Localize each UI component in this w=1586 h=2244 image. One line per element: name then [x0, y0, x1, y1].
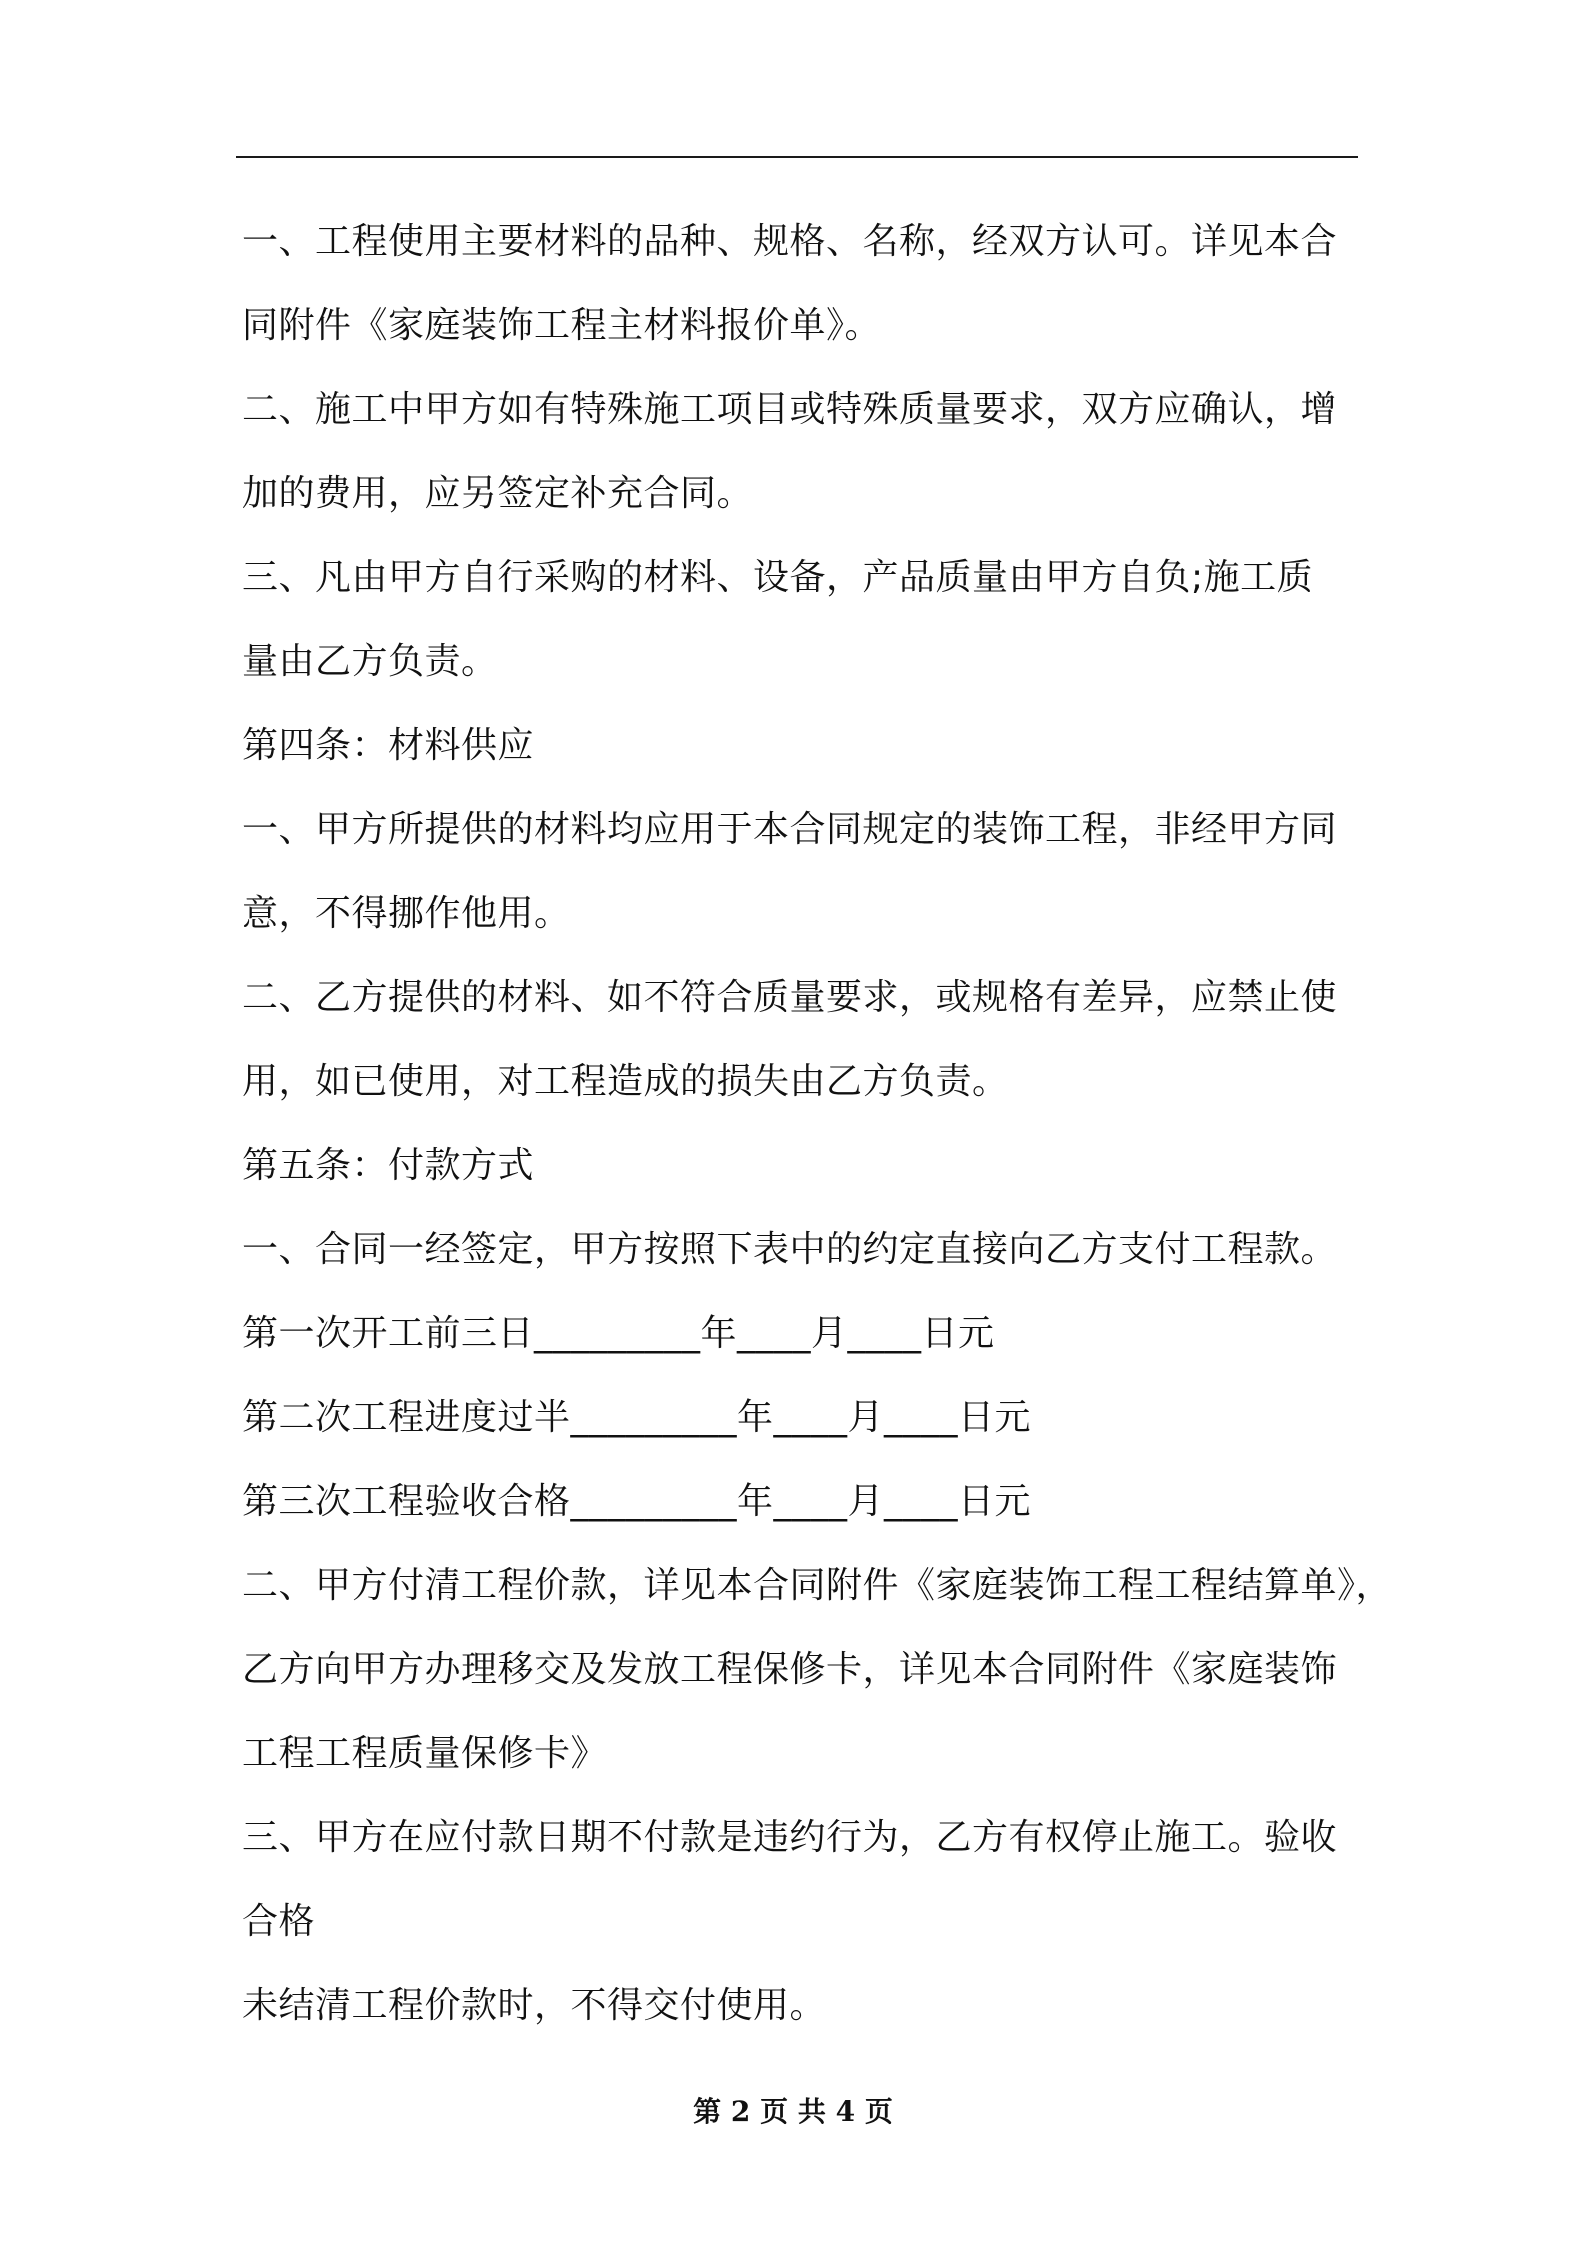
- page-number-footer: 第 2 页 共 4 页: [693, 2095, 893, 2128]
- section-heading: 第五条：付款方式: [242, 1145, 535, 1186]
- payment-line: 第二次工程进度过半_________年____月____日元: [242, 1397, 1032, 1438]
- body-line: 二、乙方提供的材料、如不符合质量要求，或规格有差异，应禁止使: [242, 977, 1338, 1018]
- body-line: 一、甲方所提供的材料均应用于本合同规定的装饰工程，非经甲方同: [242, 809, 1338, 850]
- body-line: 一、合同一经签定，甲方按照下表中的约定直接向乙方支付工程款。: [242, 1229, 1338, 1270]
- body-line: 合格: [242, 1901, 316, 1942]
- body-line: 工程工程质量保修卡》: [242, 1733, 608, 1774]
- body-line: 乙方向甲方办理移交及发放工程保修卡，详见本合同附件《家庭装饰: [242, 1649, 1338, 1690]
- body-line: 一、工程使用主要材料的品种、规格、名称，经双方认可。详见本合: [242, 221, 1338, 262]
- payment-line: 第一次开工前三日_________年____月____日元: [242, 1313, 995, 1354]
- section-heading: 第四条：材料供应: [242, 725, 535, 766]
- body-line: 未结清工程价款时，不得交付使用。: [242, 1985, 827, 2026]
- body-line: 二、甲方付清工程价款，详见本合同附件《家庭装饰工程工程结算单》，: [242, 1565, 1393, 1606]
- body-line: 用，如已使用，对工程造成的损失由乙方负责。: [242, 1061, 1009, 1102]
- header-rule: [236, 156, 1358, 158]
- body-line: 意，不得挪作他用。: [242, 893, 571, 934]
- body-line: 二、施工中甲方如有特殊施工项目或特殊质量要求，双方应确认，增: [242, 389, 1338, 430]
- body-line: 量由乙方负责。: [242, 641, 498, 682]
- body-line: 同附件《家庭装饰工程主材料报价单》。: [242, 305, 882, 346]
- payment-line: 第三次工程验收合格_________年____月____日元: [242, 1481, 1032, 1522]
- body-line: 三、凡由甲方自行采购的材料、设备，产品质量由甲方自负;施工质: [242, 557, 1314, 598]
- body-line: 三、甲方在应付款日期不付款是违约行为，乙方有权停止施工。验收: [242, 1817, 1338, 1858]
- document-body: [242, 200, 1393, 2048]
- body-line: 加的费用，应另签定补充合同。: [242, 473, 754, 514]
